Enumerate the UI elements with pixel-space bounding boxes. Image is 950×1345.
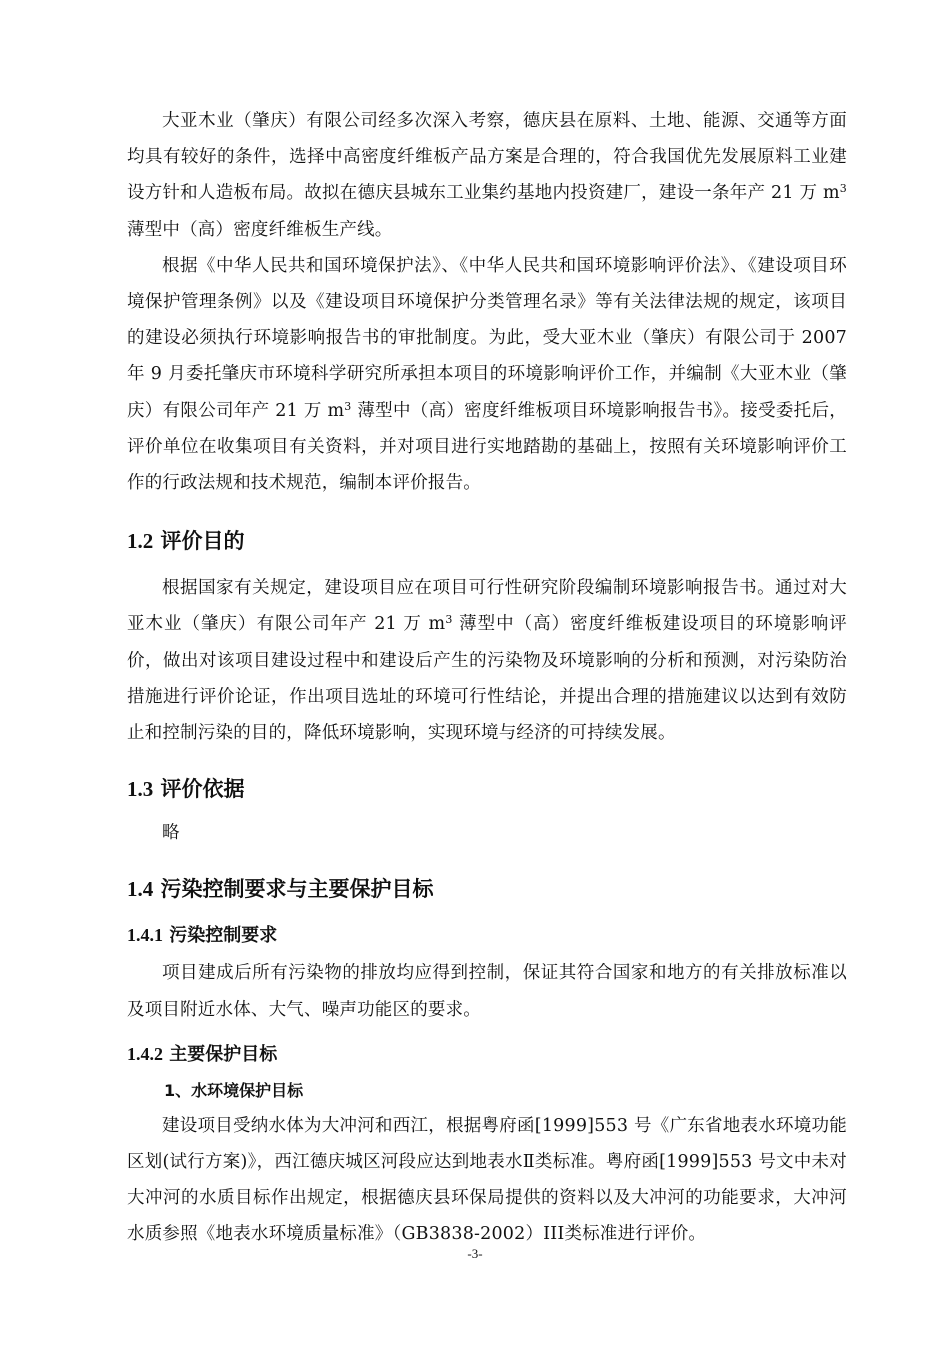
heading-title: 污染控制要求与主要保护目标 [153, 877, 434, 902]
paragraph-text: 根据国家有关规定，建设项目应在项目可行性研究阶段编制环境影响报告书。通过对大亚木业（肇庆）有限公司年产 21 万 m [127, 578, 847, 635]
heading-1-4-2 [127, 1034, 847, 1074]
heading-1-4-1 [127, 915, 847, 955]
paragraph-text: 大亚木业（肇庆）有限公司经多次深入考察，德庆县在原料、土地、能源、交通等方面均具有较好的条件，选择中高密度纤维板产品方案是合理的，符合我国优先发展原料工业建设方针和人造板布局。故拟在德庆县城东工业集约基地内投资建厂，建设一条年产 21 万 m [127, 111, 847, 204]
heading-title: 污染控制要求 [163, 925, 278, 947]
superscript: 3 [445, 613, 453, 627]
heading-title: 评价依据 [153, 777, 245, 802]
heading-number: 1.4 [127, 877, 154, 902]
superscript: 3 [839, 182, 847, 196]
heading-1-4 [127, 865, 847, 913]
paragraph-background [127, 103, 847, 248]
heading-1-2 [127, 517, 847, 565]
heading-number: 1.4.1 [127, 925, 163, 946]
paragraph-text: 根据《中华人民共和国环境保护法》、《中华人民共和国环境影响评价法》、《建设项目环境保护管理条例》以及《建设项目环境保护分类管理名录》等有关法律法规的规定，该项目的建设必须执行环境影响报告书的审批制度。为此，受大亚木业（肇庆）有限公司于 2007 年 9 月委托肇庆市环境科学研究所承担本项目的环境影响评价工作，并编制《大亚木业（肇庆）有限公司年产 21 万 m [127, 255, 847, 421]
heading-number: 1.2 [127, 529, 154, 554]
heading-title: 评价目的 [153, 529, 245, 554]
superscript: 3 [344, 399, 352, 413]
paragraph-purpose [127, 570, 847, 751]
heading-1-3 [127, 765, 847, 813]
paragraph-basis: 略 [162, 823, 180, 844]
subheading-water-protection: 1、水环境保护目标 [164, 1080, 304, 1100]
heading-number: 1.3 [127, 777, 154, 802]
page-number: -3- [467, 1246, 483, 1261]
paragraph-text: 薄型中（高）密度纤维板生产线。 [127, 219, 393, 240]
heading-title: 主要保护目标 [163, 1043, 278, 1065]
paragraph-water-target: 建设项目受纳水体为大冲河和西江，根据粤府函[1999]553 号《广东省地表水环境功能区划(试行方案)》，西江德庆城区河段应达到地表水Ⅱ类标准。粤府函[1999]553 号文中未对大冲河的水质目标作出规定，根据德庆县环保局提供的资料以及大冲河的功能要求，大冲河水质参照《地表水环境质量标准》（GB3838-2002）III类标准进行评价。 [127, 1115, 847, 1245]
paragraph-text: 薄型中（高）密度纤维板项目环境影响报告书》。接受委托后，评价单位在收集项目有关资料，并对项目进行实地踏勘的基础上，按照有关环境影响评价工作的行政法规和技术规范，编制本评价报告。 [127, 400, 847, 494]
heading-number: 1.4.2 [127, 1043, 163, 1064]
page-content [127, 103, 847, 1253]
paragraph-text: 薄型中（高）密度纤维板建设项目的环境影响评价，做出对该项目建设过程中和建设后产生的污染物及环境影响的分析和预测，对污染防治措施进行评价论证，作出项目选址的环境可行性结论，并提出合理的措施建议以达到有效防止和控制污染的目的，降低环境影响，实现环境与经济的可持续发展。 [127, 614, 847, 744]
paragraph-pollution-control: 项目建成后所有污染物的排放均应得到控制，保证其符合国家和地方的有关排放标准以及项目附近水体、大气、噪声功能区的要求。 [127, 963, 847, 1020]
paragraph-legal-basis [127, 248, 847, 501]
